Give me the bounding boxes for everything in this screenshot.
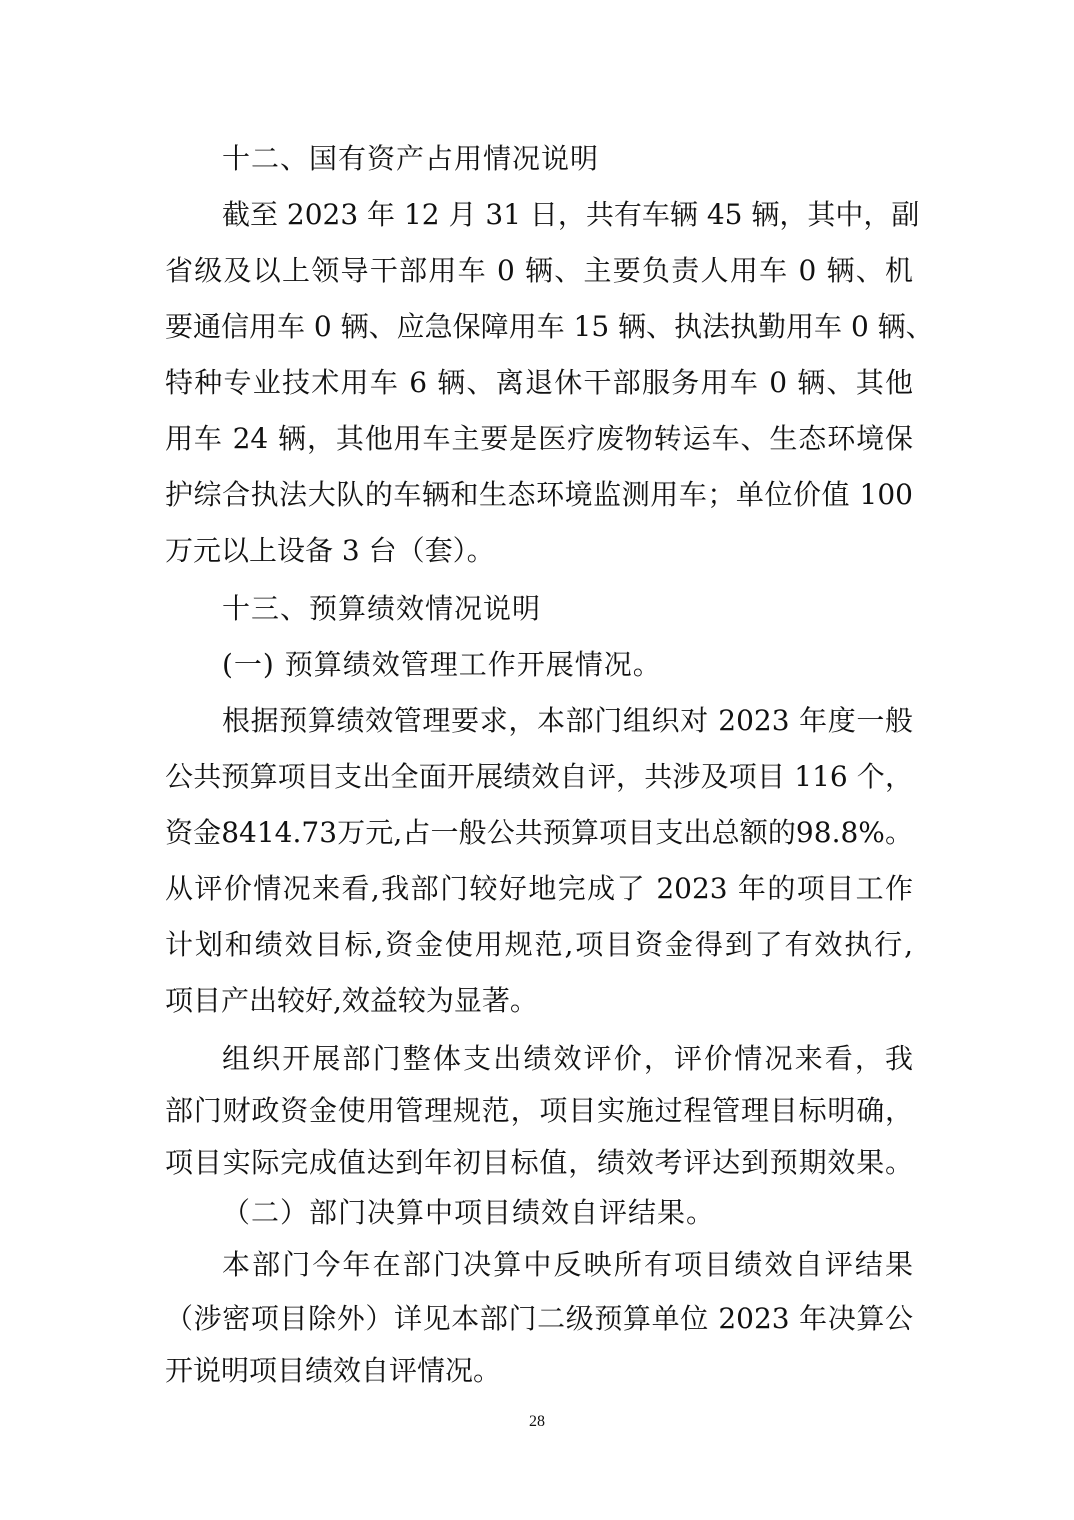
- section-12-line: 要通信用车 0 辆、应急保障用车 15 辆、执法执勤用车 0 辆、: [165, 310, 934, 343]
- section-12-line: 截至 2023 年 12 月 31 日，共有车辆 45 辆，其中，副: [222, 198, 920, 231]
- subsection-2-title: （二）部门决算中项目绩效自评结果。: [222, 1196, 716, 1229]
- subsection-1-paragraph-line: 项目产出较好,效益较为显著。: [165, 984, 538, 1017]
- subsection-1-paragraph-line: 从评价情况来看,我部门较好地完成了 2023 年的项目工作: [165, 872, 913, 905]
- section-12-heading: 十二、国有资产占用情况说明: [222, 142, 600, 175]
- subsection-2-paragraph-line: （涉密项目除外）详见本部门二级预算单位 2023 年决算公: [165, 1302, 913, 1335]
- section-13-heading: 十三、预算绩效情况说明: [222, 592, 542, 625]
- section-12-line: 用车 24 辆，其他用车主要是医疗废物转运车、生态环境保: [165, 422, 913, 455]
- subsection-1-paragraph2-line: 组织开展部门整体支出绩效评价，评价情况来看，我: [222, 1042, 913, 1075]
- subsection-2-paragraph-line: 开说明项目绩效自评情况。: [165, 1354, 502, 1387]
- page-number: 28: [529, 1413, 545, 1430]
- subsection-1-title: (一) 预算绩效管理工作开展情况。: [222, 648, 662, 681]
- subsection-2-paragraph-line: 本部门今年在部门决算中反映所有项目绩效自评结果: [222, 1248, 913, 1281]
- subsection-1-paragraph2-line: 项目实际完成值达到年初目标值，绩效考评达到预期效果。: [165, 1146, 913, 1179]
- subsection-1-paragraph-line: 计划和绩效目标,资金使用规范,项目资金得到了有效执行,: [165, 928, 913, 961]
- section-12-line: 省级及以上领导干部用车 0 辆、主要负责人用车 0 辆、机: [165, 254, 913, 287]
- subsection-1-paragraph2-line: 部门财政资金使用管理规范，项目实施过程管理目标明确，: [165, 1094, 913, 1127]
- subsection-1-paragraph-line: 资金8414.73万元,占一般公共预算项目支出总额的98.8%。: [165, 816, 913, 849]
- subsection-1-paragraph-line: 公共预算项目支出全面开展绩效自评，共涉及项目 116 个，: [165, 760, 913, 793]
- section-12-line: 万元以上设备 3 台（套）。: [165, 534, 495, 567]
- subsection-1-paragraph-line: 根据预算绩效管理要求，本部门组织对 2023 年度一般: [222, 704, 913, 737]
- section-12-line: 特种专业技术用车 6 辆、离退休干部服务用车 0 辆、其他: [165, 366, 913, 399]
- section-12-line: 护综合执法大队的车辆和生态环境监测用车；单位价值 100: [165, 478, 913, 511]
